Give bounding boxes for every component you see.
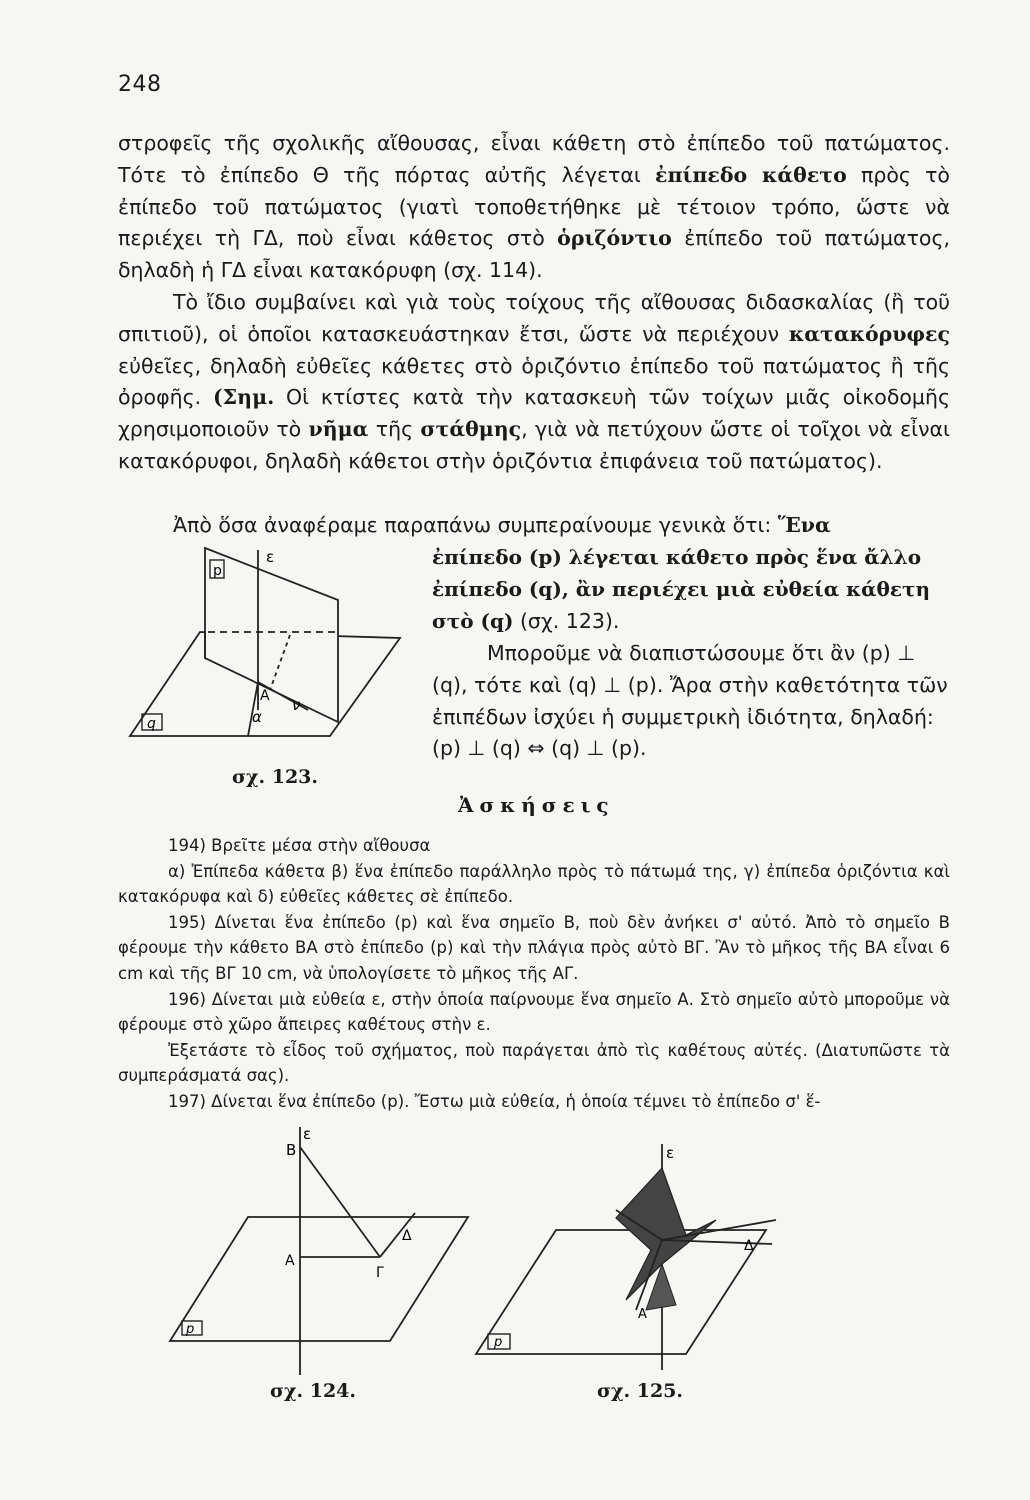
fig125-label-p: p bbox=[494, 1335, 503, 1350]
line-BG bbox=[300, 1147, 380, 1257]
exercise-196: 196) Δίνεται μιὰ εὐθεία ε, στὴν ὁποία παίρνουμε ἕνα σημεῖο Α. Στὸ σημεῖο αὐτὸ μποροῦμε νὰ φέρουμε στὸ χῶρο ἄπειρες καθέτους στὴν ε. bbox=[118, 989, 950, 1035]
fig123-label-q: q bbox=[147, 716, 156, 732]
fig124-label-e: ε bbox=[303, 1125, 312, 1143]
p2-bold-1: κατακόρυφες bbox=[788, 321, 950, 346]
fig124-label-D: Δ bbox=[402, 1228, 412, 1244]
p2-bold-4: στάθμης bbox=[420, 417, 522, 442]
fig123-label-A: Α bbox=[260, 688, 270, 704]
exercise-196-task: Ἐξετάστε τὸ εἶδος τοῦ σχήματος, ποὺ παράγεται ἀπὸ τὶς καθέτους αὐτές. (Διατυπῶστε τὰ συμπεράσματά σας). bbox=[118, 1040, 950, 1086]
exercise-197: 197) Δίνεται ἕνα ἐπίπεδο (p). Ἔστω μιὰ εὐθεία, ἡ ὁποία τέμνει τὸ ἐπίπεδο σ' ἕ- bbox=[168, 1091, 821, 1111]
p2-text-2: εὐθεῖες, δηλαδὴ εὐθεῖες κάθετες στὸ ὁριζόντιο ἐπίπεδο τοῦ πατώματος ἢ τῆς ὀροφῆς. bbox=[118, 353, 950, 410]
plane-p bbox=[170, 1217, 468, 1341]
exercise-194: 194) Βρεῖτε μέσα στὴν αἴθουσα bbox=[168, 836, 431, 855]
paragraph-3-intro bbox=[118, 510, 950, 542]
fig125-caption: σχ. 125. bbox=[597, 1380, 684, 1402]
p3-intro-text: Ἀπὸ ὅσα ἀναφέραμε παραπάνω συμπεραίνουμε γενικὰ ὅτι: bbox=[173, 513, 778, 537]
figure-124 bbox=[170, 1125, 470, 1390]
paragraph-1 bbox=[118, 128, 950, 287]
definition-ref: (σχ. 123). bbox=[513, 608, 620, 633]
fig124-label-B: Β bbox=[286, 1141, 297, 1159]
p1-bold-1: ἐπίπεδο κάθετο bbox=[655, 162, 847, 187]
definition-block bbox=[432, 542, 952, 637]
p1-text-2: πρὸς τὸ ἐπίπεδο τοῦ πατώματος (γιατὶ τοποθετήθηκε μὲ τέτοιον τρόπο, ὥστε νὰ περιέχει τὴ ΓΔ, ποὺ εἶναι κάθετος στὸ bbox=[118, 162, 950, 251]
p2-bold-2: (Σημ. bbox=[212, 385, 275, 410]
fig124-label-p: p bbox=[186, 1322, 195, 1337]
fig123-label-e: ε bbox=[266, 548, 275, 566]
fig125-label-D: Δ bbox=[744, 1238, 754, 1254]
plane-p bbox=[205, 548, 338, 722]
p1-text-1: στροφεῖς τῆς σχολικῆς αἴθουσας, εἶναι κάθετη στὸ ἐπίπεδο τοῦ πατώματος. Τότε τὸ ἐπίπεδο Θ τῆς πόρτας αὐτῆς λέγεται bbox=[118, 131, 950, 187]
fig123-label-a: α bbox=[252, 708, 262, 726]
p2-text-4: τῆς bbox=[368, 417, 421, 442]
exercises-heading: Ἀσκήσεις bbox=[458, 793, 615, 817]
fig124-caption: σχ. 124. bbox=[270, 1380, 357, 1402]
p2-text-5: , γιὰ νὰ πετύχουν ὥστε οἱ τοῖχοι νὰ εἶναι κατακόρυφοι, δηλαδὴ κάθετοι στὴν ὁριζόντια ἐπιφάνεια τοῦ πατώματος). bbox=[118, 417, 950, 473]
p2-text-3: Οἱ κτίστες κατὰ τὴν κατασκευὴ τῶν τοίχων μιᾶς οἰκοδομῆς χρησιμοποιοῦν τὸ bbox=[118, 385, 950, 442]
fig123-label-v: ν bbox=[292, 696, 301, 714]
p2-text-1: Τὸ ἴδιο συμβαίνει καὶ γιὰ τοὺς τοίχους τῆς αἴθουσας διδασκαλίας (ἢ τοῦ σπιτιοῦ), οἱ ὁποῖοι κατασκευάστηκαν ἔτσι, ὥστε νὰ περιέχουν bbox=[118, 290, 950, 346]
figure-123 bbox=[130, 540, 420, 790]
symmetric-property: Μποροῦμε νὰ διαπιστώσουμε ὅτι ἂν (p) ⊥ (q), τότε καὶ (q) ⊥ (p). Ἄρα στὴν καθετότητα τῶν ἐπιπέδων ἰσχύει ἡ συμμετρικὴ ἰδιότητα, δηλαδή: (p) ⊥ (q) ⇔ (q) ⊥ (p). bbox=[432, 641, 948, 761]
page-number: 248 bbox=[118, 72, 162, 97]
fig125-label-e: ε bbox=[666, 1144, 675, 1162]
p1-text-3: ἐπίπεδο τοῦ πατώματος, δηλαδὴ ἡ ΓΔ εἶναι κατακόρυφη (σχ. 114). bbox=[118, 226, 951, 283]
p3-def-start: Ἕνα bbox=[777, 513, 831, 537]
paragraph-2 bbox=[118, 287, 950, 478]
exercises-list bbox=[118, 833, 950, 1115]
exercise-194-items: α) Ἐπίπεδα κάθετα β) ἕνα ἐπίπεδο παράλληλο πρὸς τὸ πάτωμά της, γ) ἐπίπεδα ὁριζόντια καὶ κατακόρυφα καὶ δ) εὐθεῖες κάθετες σὲ ἐπίπεδο. bbox=[118, 861, 950, 907]
plane-p bbox=[476, 1230, 766, 1354]
exercise-195: 195) Δίνεται ἕνα ἐπίπεδο (p) καὶ ἕνα σημεῖο Β, ποὺ δὲν ἀνήκει σ' αὐτό. Ἀπὸ τὸ σημεῖο Β φέρουμε τὴν κάθετο ΒΑ στὸ ἐπίπεδο (p) καὶ τὴν πλάγια πρὸς αὐτὸ ΒΓ. Ἂν τὸ μῆκος τῆς ΒΑ εἶναι 6 cm καὶ τῆς ΒΓ 10 cm, νὰ ὑπολογίσετε τὸ μῆκος τῆς ΑΓ. bbox=[118, 912, 950, 983]
fig123-caption: σχ. 123. bbox=[232, 766, 319, 788]
fig125-label-A: Α bbox=[638, 1307, 647, 1322]
figure-125 bbox=[476, 1140, 776, 1380]
p2-bold-3: νῆμα bbox=[308, 417, 369, 442]
fig123-label-p: p bbox=[213, 563, 222, 579]
fig124-label-G: Γ bbox=[376, 1265, 384, 1281]
p1-bold-2: ὁριζόντιο bbox=[557, 226, 672, 251]
fig124-label-A: Α bbox=[285, 1253, 295, 1269]
definition-text: ἐπίπεδο (p) λέγεται κάθετο πρὸς ἕνα ἄλλο ἐπίπεδο (q), ἂν περιέχει μιὰ εὐθεία κάθετη στὸ (q) bbox=[432, 545, 930, 633]
